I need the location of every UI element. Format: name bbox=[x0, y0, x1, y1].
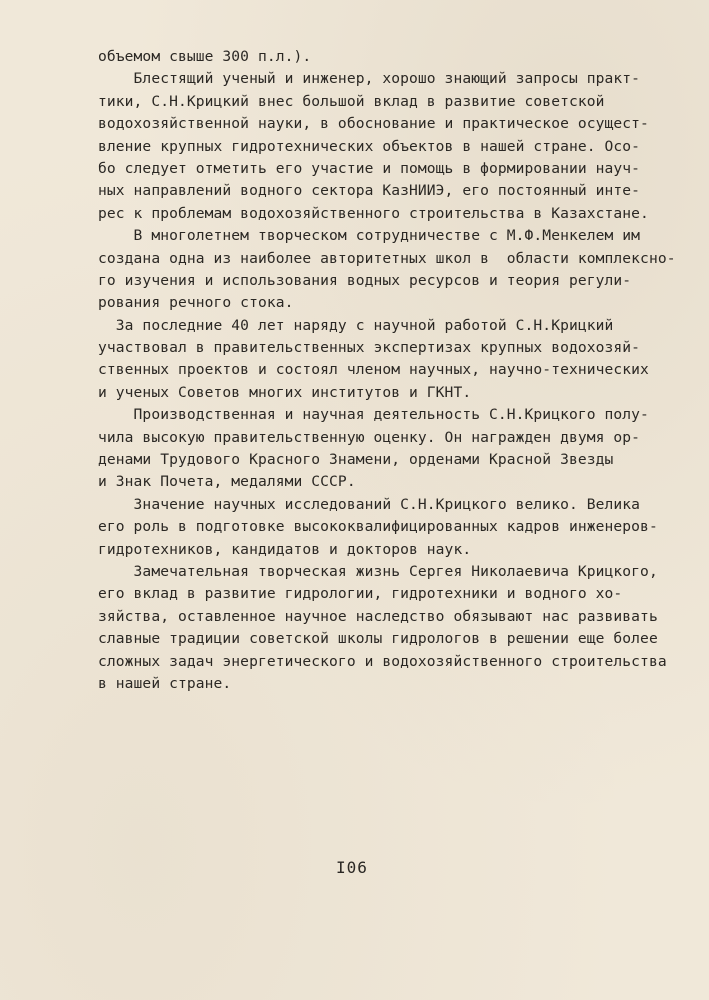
paragraph bbox=[98, 68, 688, 225]
text-line: В многолетнем творческом сотрудничестве с М.Ф.Менкелем им bbox=[98, 227, 641, 245]
text-line: денами Трудового Красного Знамени, орденами Красной Звезды bbox=[98, 451, 614, 469]
text-line: объемом свыше 300 п.л.). bbox=[98, 48, 312, 65]
text-line: За последние 40 лет наряду с научной работой С.Н.Крицкий bbox=[98, 316, 614, 334]
text-line: чила высокую правительственную оценку. Он награжден двумя ор- bbox=[98, 428, 641, 446]
paragraph bbox=[98, 404, 688, 494]
paragraph bbox=[98, 561, 688, 695]
text-line: гидротехников, кандидатов и докторов наук. bbox=[98, 540, 472, 558]
text-line: ных направлений водного сектора КазНИИЭ, его постоянный инте- bbox=[98, 182, 641, 200]
text-line: бо следует отметить его участие и помощь в формировании науч- bbox=[98, 159, 641, 177]
paragraph bbox=[98, 494, 688, 561]
text-line: в нашей стране. bbox=[98, 674, 232, 692]
text-line: ственных проектов и состоял членом научных, научно-технических bbox=[98, 361, 649, 379]
text-line: и ученых Советов многих институтов и ГКНТ. bbox=[98, 383, 472, 401]
text-line: тики, С.Н.Крицкий внес большой вклад в развитие советской bbox=[98, 92, 605, 110]
text-line: рес к проблемам водохозяйственного строительства в Казахстане. bbox=[98, 204, 649, 222]
text-line: его вклад в развитие гидрологии, гидротехники и водного хо- bbox=[98, 585, 623, 603]
text-line: Значение научных исследований С.Н.Крицкого велико. Велика bbox=[98, 495, 641, 513]
paragraph bbox=[98, 225, 688, 315]
text-line: рования речного стока. bbox=[98, 294, 294, 312]
text-line: Производственная и научная деятельность С.Н.Крицкого полу- bbox=[98, 406, 649, 424]
text-line: го изучения и использования водных ресурсов и теория регули- bbox=[98, 271, 632, 289]
text-line: вление крупных гидротехнических объектов в нашей стране. Осо- bbox=[98, 137, 641, 155]
text-line: Блестящий ученый и инженер, хорошо знающий запросы практ- bbox=[98, 70, 641, 88]
text-line: зяйства, оставленное научное наследство обязывают нас развивать bbox=[98, 607, 658, 625]
text-line: и Знак Почета, медалями СССР. bbox=[98, 473, 356, 491]
body-text bbox=[98, 46, 688, 695]
text-line: Замечательная творческая жизнь Сергея Николаевича Крицкого, bbox=[98, 562, 658, 580]
text-line: водохозяйственной науки, в обоснование и практическое осущест- bbox=[98, 115, 649, 133]
text-line: участвовал в правительственных экспертизах крупных водохозяй- bbox=[98, 339, 641, 357]
text-line: сложных задач энергетического и водохозяйственного строительства bbox=[98, 652, 667, 670]
paragraph bbox=[98, 46, 688, 68]
text-line: славные традиции советской школы гидрологов в решении еще более bbox=[98, 630, 658, 648]
text-line: его роль в подготовке высококвалифицированных кадров инженеров- bbox=[98, 518, 658, 536]
paragraph bbox=[98, 315, 688, 405]
text-line: создана одна из наиболее авторитетных школ в области комплексно- bbox=[98, 249, 676, 267]
page-number: I06 bbox=[336, 858, 368, 877]
